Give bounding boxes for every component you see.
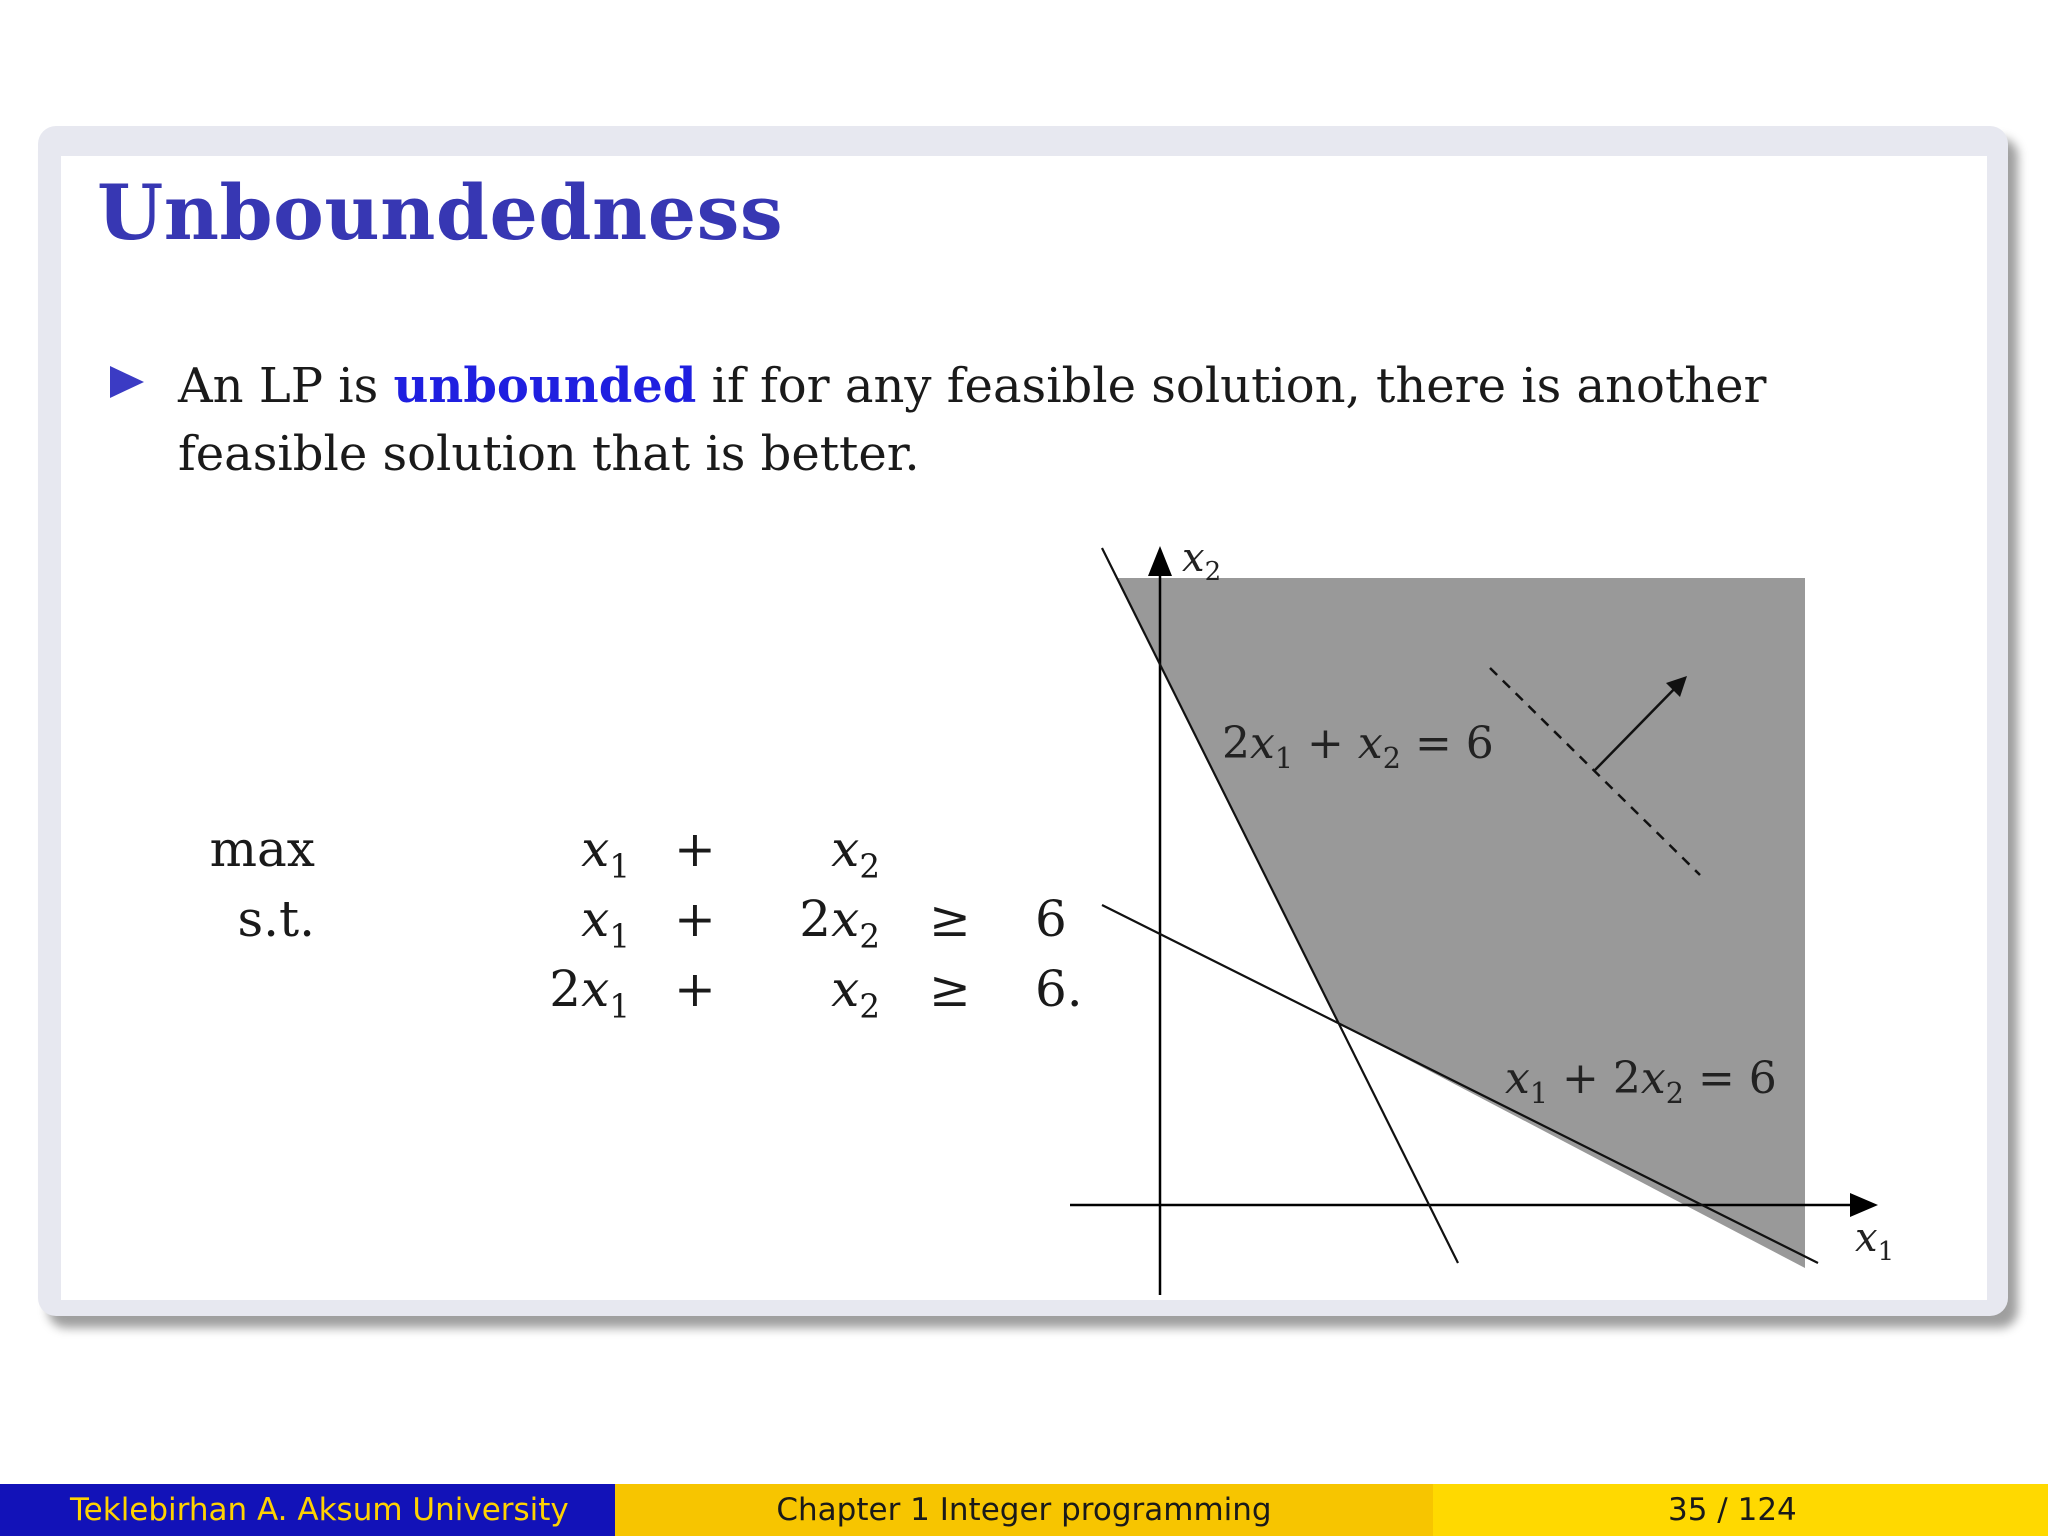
line-label-x1-plus-2x2: $x_1 + 2x_2 = 6$ — [1505, 1053, 1777, 1110]
lp-term-2: $x_2$ — [831, 960, 880, 1026]
lp-objective-row — [180, 820, 940, 890]
graph-canvas — [1060, 530, 1930, 1310]
lp-rhs: 6. — [1035, 960, 1083, 1018]
x2-axis-label: $x_2$ — [1182, 535, 1222, 588]
lp-constraint-row-2 — [180, 960, 1083, 1030]
bullet-keyword-unbounded: unbounded — [393, 358, 697, 414]
footer-author: Teklebirhan A. Aksum University — [0, 1484, 615, 1536]
x2-axis-arrowhead-icon — [1148, 546, 1172, 576]
lp-operator: + — [674, 820, 716, 878]
lp-term-1: $x_1$ — [581, 890, 630, 956]
lp-term-2: $x_2$ — [831, 820, 880, 886]
lp-relation: ≥ — [929, 890, 971, 948]
lp-term-1: $2x_1$ — [549, 960, 630, 1026]
bullet-triangle-icon — [110, 366, 144, 398]
footer-chapter: Chapter 1 Integer programming — [615, 1484, 1433, 1536]
bullet-text-before: An LP is — [178, 358, 394, 414]
line-label-2x1-plus-x2: $2x_1 + x_2 = 6$ — [1222, 718, 1494, 775]
lp-relation: ≥ — [929, 960, 971, 1018]
lp-term-1: $x_1$ — [581, 820, 630, 886]
lp-keyword: max — [209, 820, 315, 878]
bullet-text-after: if for any feasible solution, there is another feasible solution that is better. — [178, 358, 1767, 482]
slide-footer — [0, 1484, 2048, 1536]
lp-constraint-row-1 — [180, 890, 1067, 960]
bullet-definition — [178, 352, 1878, 488]
lp-operator: + — [674, 960, 716, 1018]
lp-formulation — [180, 820, 1083, 1030]
x1-axis-label: $x_1$ — [1855, 1215, 1895, 1268]
lp-operator: + — [674, 890, 716, 948]
x1-axis-arrowhead-icon — [1850, 1193, 1878, 1217]
lp-keyword: s.t. — [237, 890, 315, 948]
footer-page-number: 35 / 124 — [1433, 1484, 2048, 1536]
lp-term-2: $2x_2$ — [799, 890, 880, 956]
feasible-region-graph — [1060, 530, 1930, 1310]
feasible-region — [1116, 578, 1805, 1268]
slide-title: Unboundedness — [97, 168, 784, 257]
lp-rhs: 6 — [1035, 890, 1067, 948]
